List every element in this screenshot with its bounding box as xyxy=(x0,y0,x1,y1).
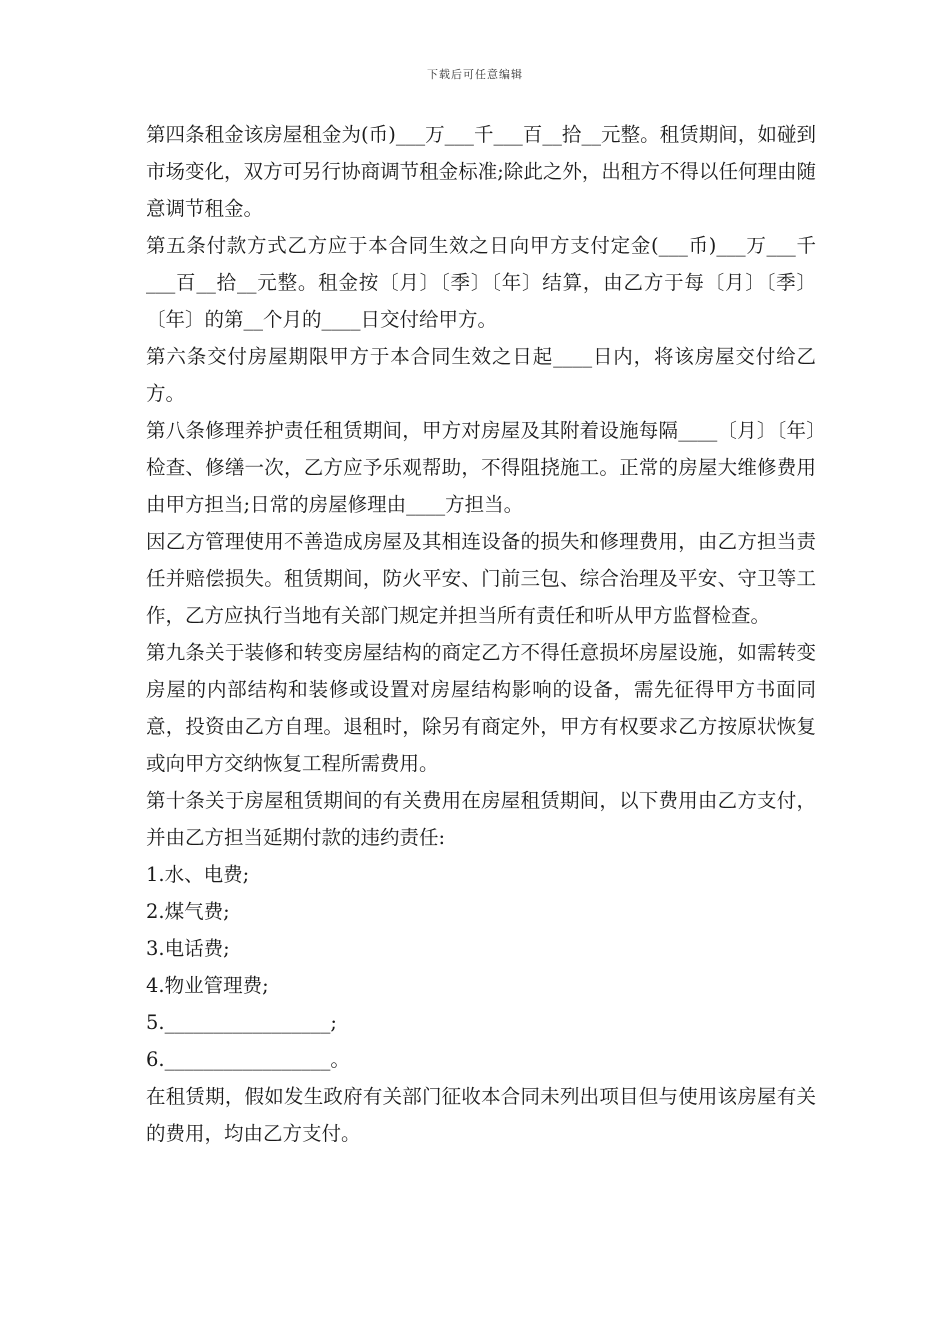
list-item-expense-6: 6._________________。 xyxy=(146,1048,350,1071)
document-body xyxy=(146,116,816,1152)
paragraph-tenant-liability: 因乙方管理使用不善造成房屋及其相连设备的损失和修理费用，由乙方担当责任并赔偿损失。租赁期间，防火平安、门前三包、综合治理及平安、守卫等工作，乙方应执行当地有关部门规定并担当所有责任和听从甲方监督检查。 xyxy=(146,530,816,627)
paragraph-article-9-renovation: 第九条关于装修和转变房屋结构的商定乙方不得任意损坏房屋设施，如需转变房屋的内部结构和装修或设置对房屋结构影响的设备，需先征得甲方书面同意，投资由乙方自理。退租时，除另有商定外，甲方有权要求乙方按原状恢复或向甲方交纳恢复工程所需费用。 xyxy=(146,641,816,775)
paragraph-government-fees: 在租赁期，假如发生政府有关部门征收本合同未列出项目但与使用该房屋有关的费用，均由乙方支付。 xyxy=(146,1085,816,1145)
paragraph-article-10-expenses: 第十条关于房屋租赁期间的有关费用在房屋租赁期间，以下费用由乙方支付，并由乙方担当延期付款的违约责任: xyxy=(146,789,816,849)
paragraph-article-6-delivery: 第六条交付房屋期限甲方于本合同生效之日起____日内，将该房屋交付给乙方。 xyxy=(146,345,816,405)
list-item-expense-4: 4.物业管理费; xyxy=(146,974,269,997)
list-item-expense-2: 2.煤气费; xyxy=(146,900,230,923)
list-item-expense-3: 3.电话费; xyxy=(146,937,230,960)
page-header: 下载后可任意编辑 xyxy=(427,68,523,81)
paragraph-article-8-maintenance: 第八条修理养护责任租赁期间，甲方对房屋及其附着设施每隔____〔月〕〔年〕检查、修缮一次，乙方应予乐观帮助，不得阻挠施工。正常的房屋大维修费用由甲方担当;日常的房屋修理由____方担当。 xyxy=(146,419,816,516)
paragraph-article-5-payment: 第五条付款方式乙方应于本合同生效之日向甲方支付定金(___币)___万___千___百__拾__元整。租金按〔月〕〔季〕〔年〕结算，由乙方于每〔月〕〔季〕〔年〕的第__个月的____日交付给甲方。 xyxy=(146,234,816,331)
paragraph-article-4-rent: 第四条租金该房屋租金为(币)___万___千___百__拾__元整。租赁期间，如碰到市场变化，双方可另行协商调节租金标准;除此之外，出租方不得以任何理由随意调节租金。 xyxy=(146,123,816,220)
list-item-expense-5: 5._________________; xyxy=(146,1011,337,1034)
list-item-expense-1: 1.水、电费; xyxy=(146,863,250,886)
